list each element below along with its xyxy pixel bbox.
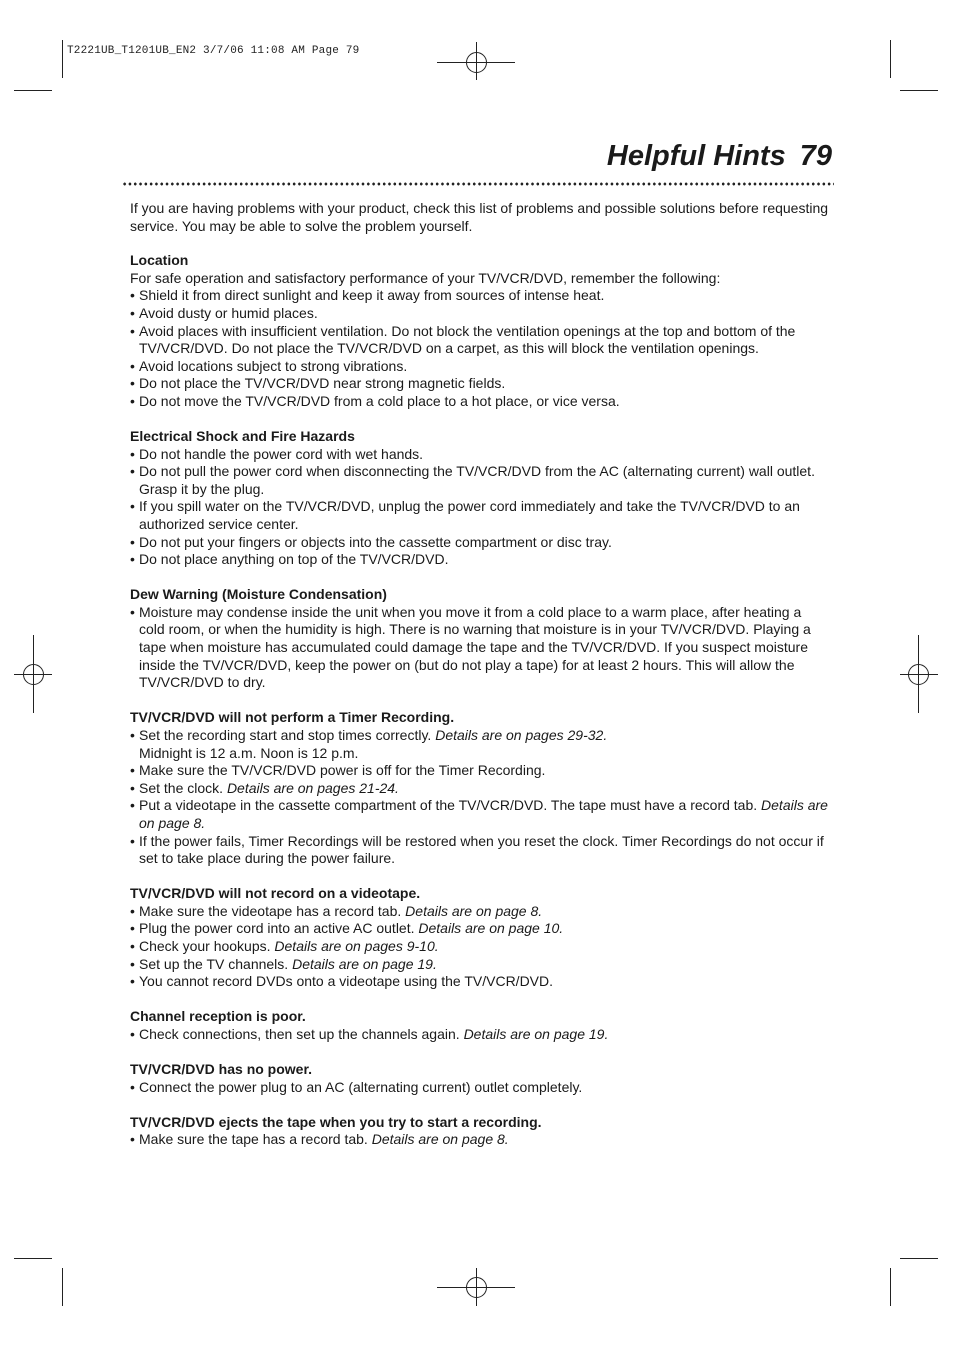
list-item — [130, 604, 830, 692]
list-item — [130, 1026, 830, 1044]
section-heading: TV/VCR/DVD will not perform a Timer Recording. — [130, 709, 455, 726]
list-item — [130, 287, 830, 305]
section-heading: Location — [130, 252, 189, 269]
item-text: Do not handle the power cord with wet hands. — [139, 445, 424, 462]
item-text: You cannot record DVDs onto a videotape using the TV/VCR/DVD. — [139, 973, 554, 990]
item-text: Moisture may condense inside the unit when you move it from a cold place to a warm place, after heating a cold room, or when the humidity is high. There is no warning that moisture is in your TV/VCR/DVD. Playing a tape when moisture has accumulated could damage the tape and the TV/VCR/DVD. If you suspect moisture inside the TV/VCR/DVD, keep the power on (but do not play a tape) for at least 2 hours. This will allow the TV/VCR/DVD to dry. — [139, 603, 811, 691]
item-text: Check connections, then set up the channels again. — [139, 1025, 464, 1042]
page-number: 79 — [799, 140, 832, 172]
list-item — [130, 727, 830, 762]
list-item — [130, 833, 830, 868]
hint-section — [130, 252, 830, 410]
hint-section — [130, 586, 830, 692]
list-item — [130, 305, 830, 323]
item-text: Set up the TV channels. — [139, 955, 293, 972]
list-item — [130, 358, 830, 376]
item-subtext: Midnight is 12 a.m. Noon is 12 p.m. — [139, 744, 359, 761]
list-item — [130, 551, 830, 569]
item-text: Plug the power cord into an active AC outlet. — [139, 920, 419, 937]
hint-section — [130, 709, 830, 867]
item-text: Make sure the TV/VCR/DVD power is off for the Timer Recording. — [139, 762, 546, 779]
list-item — [130, 534, 830, 552]
list-item — [130, 393, 830, 411]
hint-section — [130, 1061, 830, 1096]
section-lead: For safe operation and satisfactory performance of your TV/VCR/DVD, remember the following: — [130, 269, 721, 286]
page-title: Helpful Hints — [606, 140, 786, 172]
section-heading: TV/VCR/DVD has no power. — [130, 1060, 313, 1077]
item-text: Connect the power plug to an AC (alternating current) outlet completely. — [139, 1078, 583, 1095]
bullet-list — [130, 1026, 830, 1044]
item-text: Do not pull the power cord when disconnecting the TV/VCR/DVD from the AC (alternating current) wall outlet. Grasp it by the plug. — [139, 463, 815, 497]
intro-paragraph: If you are having problems with your product, check this list of problems and possible solutions before requesting service. You may be able to solve the problem yourself. — [130, 200, 829, 234]
list-item — [130, 973, 830, 991]
item-text: Avoid dusty or humid places. — [139, 304, 318, 321]
section-heading: Dew Warning (Moisture Condensation) — [130, 586, 387, 603]
list-item — [130, 938, 830, 956]
list-item — [130, 956, 830, 974]
hint-section — [130, 885, 830, 991]
page-reference: Details are on pages 9-10. — [274, 937, 439, 954]
page-reference: Details are on page 8. — [405, 902, 543, 919]
item-text: Check your hookups. — [139, 937, 275, 954]
hint-section — [130, 428, 830, 569]
item-text: Do not move the TV/VCR/DVD from a cold place to a hot place, or vice versa. — [139, 392, 620, 409]
item-text: Make sure the tape has a record tab. — [139, 1131, 372, 1148]
list-item — [130, 762, 830, 780]
list-item — [130, 1079, 830, 1097]
item-text: Set the clock. — [139, 779, 227, 796]
item-text: Do not place anything on top of the TV/VCR/DVD. — [139, 551, 449, 568]
list-item — [130, 498, 830, 533]
page-reference: Details are on page 10. — [418, 920, 564, 937]
list-item — [130, 797, 830, 832]
item-text: Avoid places with insufficient ventilation. Do not block the ventilation openings at the top and bottom of the TV/VCR/DVD. Do not place the TV/VCR/DVD on a carpet, as this will block the ventilation openings. — [139, 322, 796, 357]
page-header — [607, 140, 832, 173]
bullet-list — [130, 287, 830, 410]
bullet-list — [130, 903, 830, 991]
list-item — [130, 903, 830, 921]
page-reference: Details are on page 8. — [139, 797, 828, 831]
item-text: Do not put your fingers or objects into the cassette compartment or disc tray. — [139, 533, 612, 550]
section-heading: Channel reception is poor. — [130, 1008, 306, 1025]
item-text: Avoid locations subject to strong vibrations. — [139, 357, 408, 374]
dotted-rule — [122, 182, 834, 186]
list-item — [130, 463, 830, 498]
list-item — [130, 780, 830, 798]
bullet-list — [130, 1079, 830, 1097]
hint-section — [130, 1008, 830, 1043]
bullet-list — [130, 1131, 830, 1149]
list-item — [130, 1131, 830, 1149]
print-slug: T2221UB_T1201UB_EN2 3/7/06 11:08 AM Page 79 — [67, 45, 360, 57]
page-reference: Details are on pages 21-24. — [226, 779, 399, 796]
section-heading: Electrical Shock and Fire Hazards — [130, 428, 355, 445]
bullet-list — [130, 446, 830, 569]
page-reference: Details are on page 8. — [371, 1131, 509, 1148]
hint-sections — [130, 252, 830, 1149]
item-text: If the power fails, Timer Recordings will be restored when you reset the clock. Timer Recordings do not occur if set to take place during the power failure. — [139, 832, 824, 867]
page-reference: Details are on page 19. — [292, 955, 437, 972]
list-item — [130, 446, 830, 464]
item-text: If you spill water on the TV/VCR/DVD, unplug the power cord immediately and take the TV/VCR/DVD to an authorized service center. — [139, 498, 800, 532]
list-item — [130, 920, 830, 938]
page-reference: Details are on page 19. — [463, 1025, 609, 1042]
page-content — [130, 200, 830, 1166]
item-text: Do not place the TV/VCR/DVD near strong magnetic fields. — [139, 375, 506, 392]
section-heading: TV/VCR/DVD will not record on a videotape. — [130, 885, 421, 902]
item-text: Set the recording start and stop times correctly. — [139, 726, 436, 743]
item-text: Make sure the videotape has a record tab. — [139, 902, 406, 919]
item-text: Put a videotape in the cassette compartment of the TV/VCR/DVD. The tape must have a record tab. — [139, 797, 762, 814]
page-reference: Details are on pages 29-32. — [435, 726, 608, 743]
list-item — [130, 323, 830, 358]
bullet-list — [130, 604, 830, 692]
hint-section — [130, 1114, 830, 1149]
bullet-list — [130, 727, 830, 868]
section-heading: TV/VCR/DVD ejects the tape when you try to start a recording. — [130, 1113, 542, 1130]
list-item — [130, 375, 830, 393]
item-text: Shield it from direct sunlight and keep it away from sources of intense heat. — [139, 287, 605, 304]
